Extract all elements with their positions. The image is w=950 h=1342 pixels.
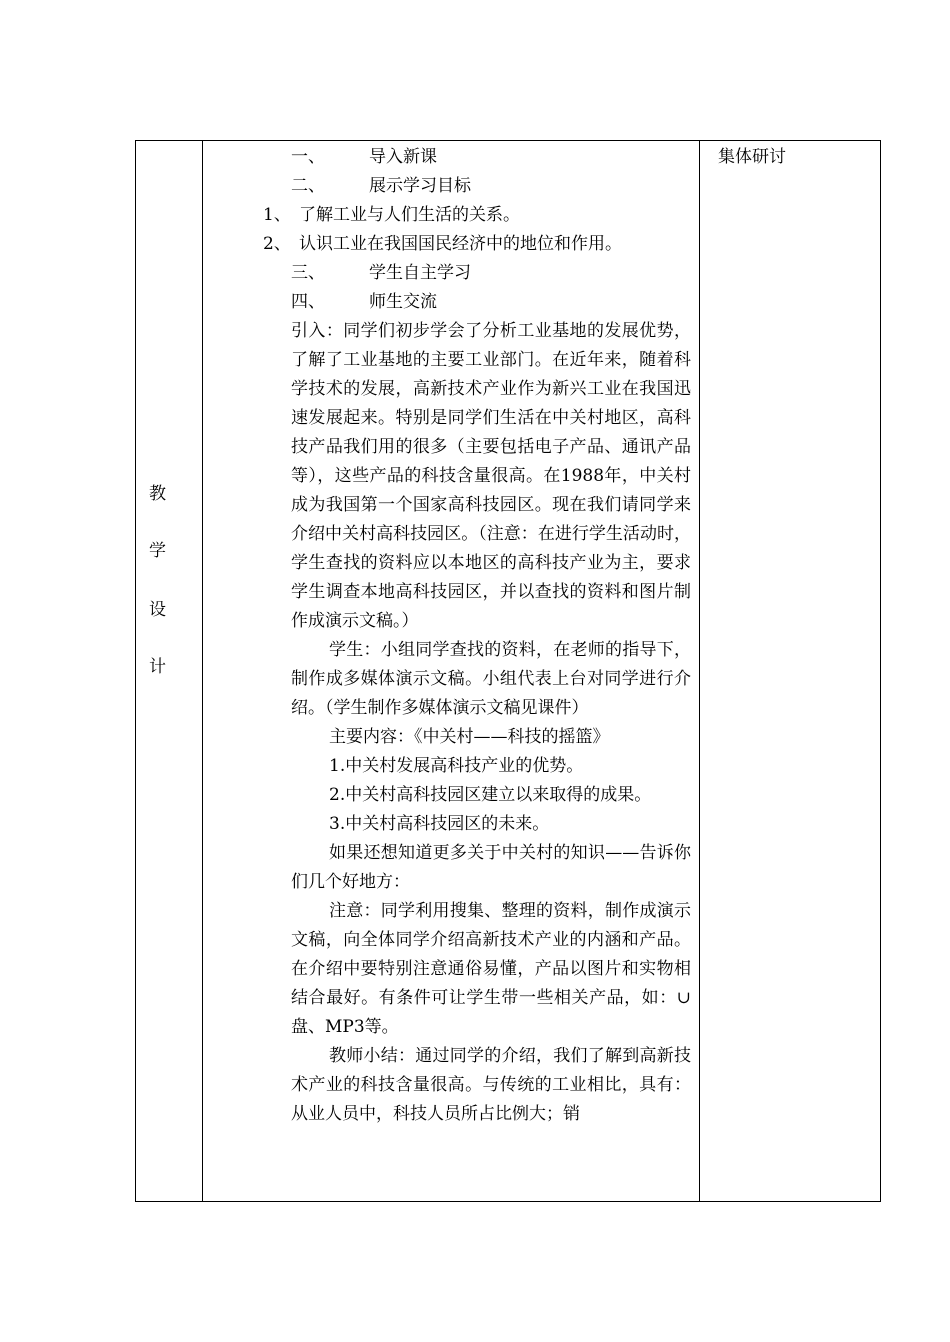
lesson-content (263, 143, 691, 1129)
column-divider-right (699, 141, 700, 1201)
column-divider-left (202, 141, 203, 1201)
section-label-char: 设 (149, 600, 166, 620)
heading-item: 四、 师生交流 (291, 292, 437, 312)
point-item: 3.中关村高科技园区的未来。 (329, 814, 550, 834)
summary-paragraph: 教师小结：通过同学的介绍，我们了解到高新技术产业的科技含量很高。与传统的工业相比，具有：从业人员中，科技人员所占比例大；销 (291, 1046, 691, 1124)
section-label-char: 学 (149, 541, 166, 561)
heading-item: 三、 学生自主学习 (291, 263, 471, 283)
point-item: 2.中关村高科技园区建立以来取得的成果。 (329, 785, 652, 805)
heading-item: 一、 导入新课 (291, 147, 437, 167)
section-label-char: 教 (149, 484, 166, 504)
right-note: 集体研讨 (718, 147, 786, 167)
lesson-table (135, 140, 881, 1202)
section-label-column (136, 141, 202, 1201)
main-content-line: 主要内容：《中关村——科技的摇篮》 (329, 727, 610, 747)
section-label-char: 计 (149, 657, 166, 677)
goal-item: 1、 了解工业与人们生活的关系。 (263, 205, 520, 225)
goal-item: 2、 认识工业在我国国民经济中的地位和作用。 (263, 234, 622, 254)
attention-paragraph: 注意：同学利用搜集、整理的资料，制作成演示文稿，向全体同学介绍高新技术产业的内涵和产品。在介绍中要特别注意通俗易懂，产品以图片和实物相结合最好。有条件可让学生带一些相关产品，如：∪盘、MP3等。 (291, 901, 691, 1037)
more-paragraph: 如果还想知道更多关于中关村的知识——告诉你们几个好地方： (291, 843, 691, 892)
intro-paragraph: 引入：同学们初步学会了分析工业基地的发展优势，了解了工业基地的主要工业部门。在近年来，随着科学技术的发展，高新技术产业作为新兴工业在我国迅速发展起来。特别是同学们生活在中关村地区，高科技产品我们用的很多（主要包括电子产品、通讯产品等），这些产品的科技含量很高。在1988年，中关村成为我国第一个国家高科技园区。现在我们请同学来介绍中关村高科技园区。（注意：在进行学生活动时，学生查找的资料应以本地区的高科技产业为主，要求学生调查本地高科技园区，并以查找的资料和图片制作成演示文稿。） (291, 321, 691, 631)
student-paragraph: 学生：小组同学查找的资料，在老师的指导下，制作成多媒体演示文稿。小组代表上台对同学进行介绍。（学生制作多媒体演示文稿见课件） (291, 640, 691, 718)
point-item: 1.中关村发展高科技产业的优势。 (329, 756, 584, 776)
heading-item: 二、 展示学习目标 (291, 176, 471, 196)
